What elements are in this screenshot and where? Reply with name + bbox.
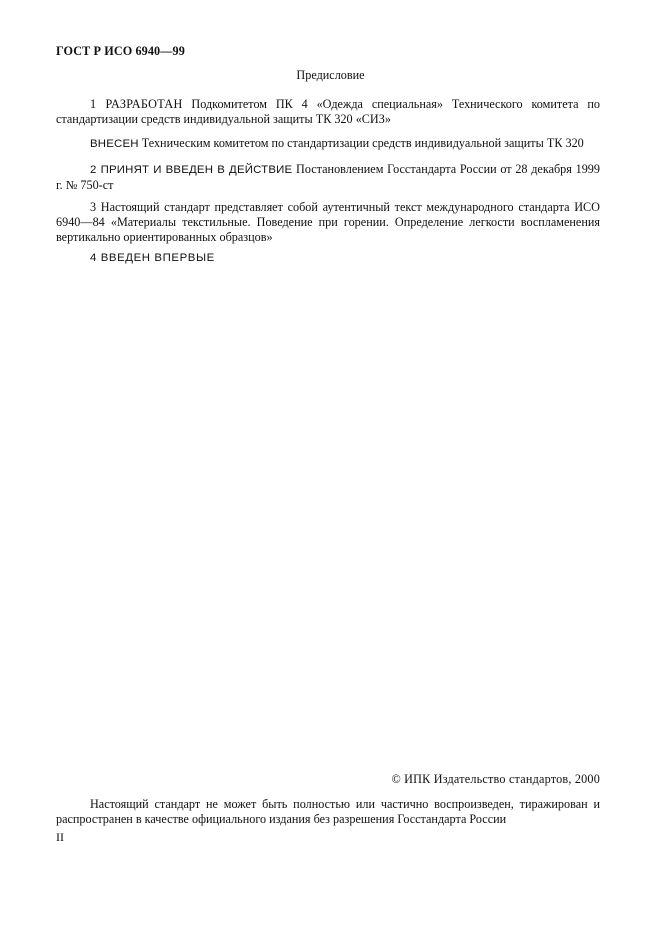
preface-paragraph-authentic: 3 Настоящий стандарт представляет собой аутентичный текст международного стандарта ИСО 6940—84 «Материалы текстильные. Поведение при горении. Определение легкости воспламенения вертикально ориентированных образцов» (56, 200, 600, 244)
preface-title: Предисловие (296, 68, 365, 82)
reproduction-notice: Настоящий стандарт не может быть полностью или частично воспроизведен, тиражирован и распространен в качестве официального издания без разрешения Госстандарта России (56, 797, 600, 826)
preface-paragraph-introduced (56, 136, 600, 152)
page-number: II (56, 830, 64, 844)
developed-lead: 1 РАЗРАБОТАН (90, 97, 183, 111)
preface-paragraph-adopted (56, 162, 600, 193)
document-code: ГОСТ Р ИСО 6940—99 (56, 44, 185, 58)
preface-paragraph-developed (56, 97, 600, 127)
adopted-lead: 2 ПРИНЯТ И ВВЕДЕН В ДЕЙСТВИЕ (90, 164, 293, 176)
introduced-text: Техническим комитетом по стандартизации средств индивидуальной защиты ТК 320 (138, 136, 584, 150)
developed-text: Подкомитетом ПК 4 «Одежда специальная» Технического комитета по стандартизации средств индивидуальной защиты ТК 320 «СИЗ» (56, 97, 600, 126)
preface-paragraph-first-introduced: 4 ВВЕДЕН ВПЕРВЫЕ (90, 252, 215, 264)
introduced-lead: ВНЕСЕН (90, 138, 139, 150)
copyright-notice: © ИПК Издательство стандартов, 2000 (391, 772, 600, 786)
adopted-text: Постановлением Госстандарта России от 28 декабря 1999 г. № 750-ст (56, 162, 600, 192)
